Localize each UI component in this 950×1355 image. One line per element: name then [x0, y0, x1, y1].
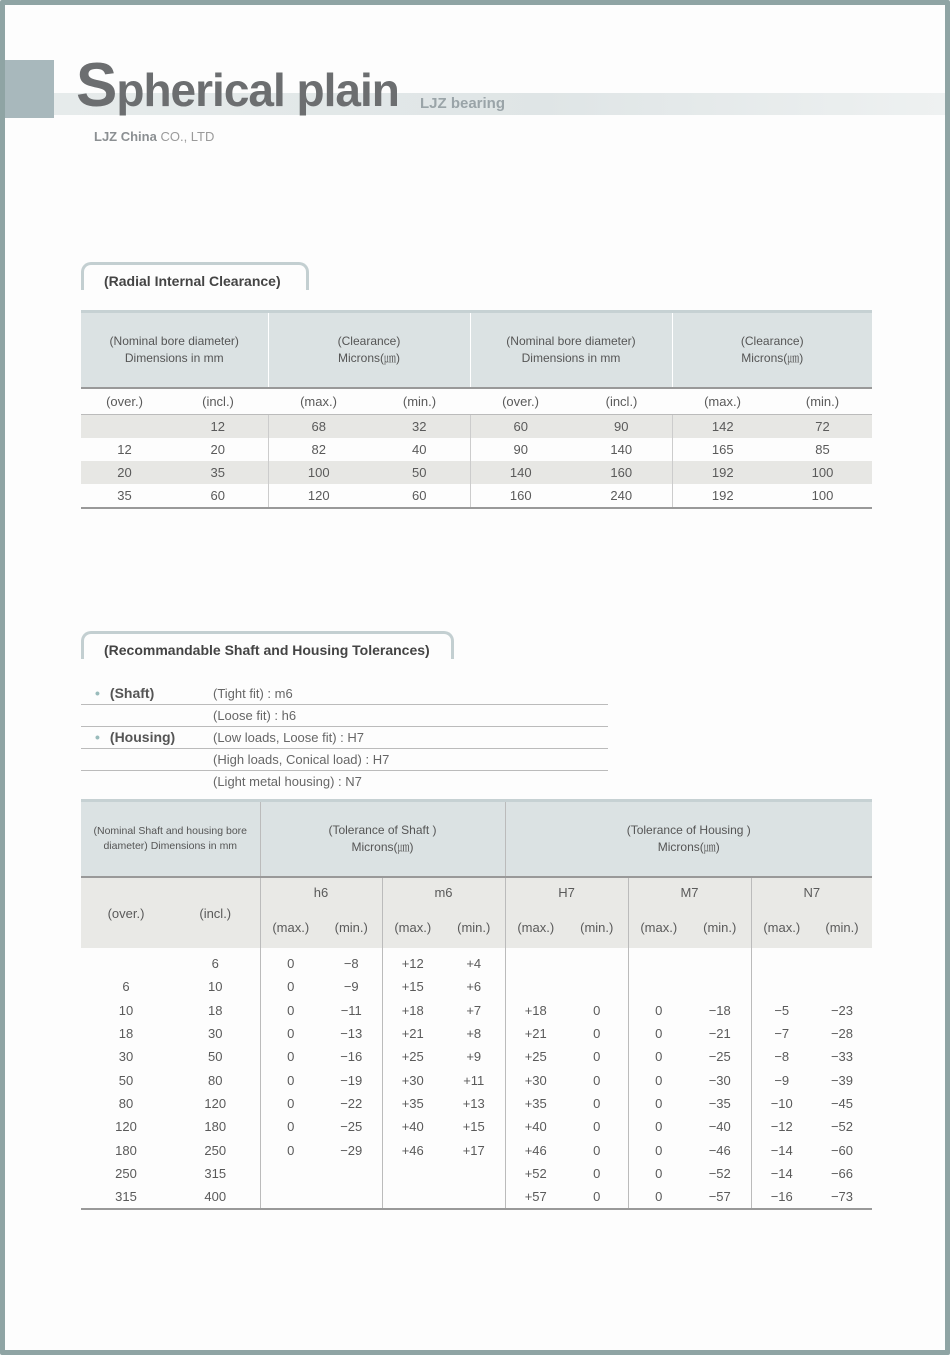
- table-cell: 250: [204, 1142, 227, 1158]
- fit-value: (High loads, Conical load) : H7: [213, 752, 390, 767]
- fit-value: (Loose fit) : h6: [213, 708, 297, 723]
- col-max: (max.): [382, 906, 443, 948]
- table-cell: 0: [260, 975, 321, 998]
- table-cell: 0: [260, 1115, 321, 1138]
- col-min: (min.): [812, 906, 872, 948]
- title-rest: pherical plain: [116, 64, 399, 116]
- table-cell: [81, 948, 171, 975]
- col-max: (max.): [260, 906, 321, 948]
- table-cell: 0: [628, 1138, 689, 1161]
- table-cell: [505, 948, 566, 975]
- col-incl: (incl.): [168, 388, 268, 415]
- table-cell: 6: [211, 956, 219, 972]
- table-cell: 0: [593, 1026, 601, 1042]
- table-cell: +13: [462, 1095, 485, 1111]
- table-cell: 0: [628, 1022, 689, 1045]
- table-row: [81, 1185, 872, 1209]
- table-cell: +8: [466, 1026, 482, 1042]
- page-subtitle: LJZ bearing: [420, 95, 506, 112]
- table-cell: +25: [382, 1045, 443, 1068]
- table-cell: 80: [118, 1095, 134, 1111]
- table-cell: [382, 1185, 443, 1209]
- col-min: (min.): [369, 388, 470, 415]
- table-cell: −52: [708, 1165, 731, 1181]
- table-row: [81, 1138, 872, 1161]
- tolerance-table: [81, 799, 872, 1210]
- table-cell: −19: [340, 1072, 363, 1088]
- table-cell: −57: [708, 1189, 731, 1205]
- table-cell: 0: [628, 1162, 689, 1185]
- company-name: [94, 129, 214, 144]
- table-cell: [689, 975, 751, 998]
- list-item: [81, 771, 608, 792]
- table-cell: +30: [382, 1068, 443, 1091]
- list-item: [81, 749, 608, 771]
- company-name-rest: CO., LTD: [156, 129, 215, 144]
- fit-value: (Tight fit) : m6: [213, 686, 293, 701]
- table-cell: −25: [708, 1049, 731, 1065]
- table-cell: +18: [382, 999, 443, 1022]
- col-max: (max.): [628, 906, 689, 948]
- table-cell: 0: [628, 1115, 689, 1138]
- table-cell: 18: [208, 1002, 223, 1018]
- table-header: [81, 801, 872, 878]
- fit-value: (Light metal housing) : N7: [213, 774, 362, 789]
- clearance-header: (Clearance) Microns(㎛): [672, 312, 872, 389]
- table-row: [81, 1115, 872, 1138]
- table-cell: +9: [466, 1049, 482, 1065]
- table-cell: 315: [204, 1165, 227, 1181]
- col-max: (max.): [751, 906, 812, 948]
- list-item: [81, 705, 608, 727]
- table-cell: −33: [830, 1049, 854, 1065]
- table-cell: 0: [628, 1045, 689, 1068]
- fit-list: [81, 683, 608, 792]
- class-N7: N7: [751, 877, 872, 906]
- section-title: (Recommandable Shaft and Housing Tolerances): [104, 642, 430, 658]
- col-incl: (incl.): [171, 877, 260, 948]
- table-cell: 0: [260, 1045, 321, 1068]
- col-over: (over.): [81, 877, 171, 948]
- table-cell: −12: [751, 1115, 812, 1138]
- col-min: (min.): [773, 388, 872, 415]
- list-item: [81, 727, 608, 749]
- table-cell: −39: [830, 1072, 854, 1088]
- table-cell: 10: [118, 1002, 134, 1018]
- table-cell: [566, 948, 628, 975]
- table-cell: [260, 1185, 321, 1209]
- table-cell: 0: [628, 999, 689, 1022]
- table-cell: [812, 975, 872, 998]
- table-cell: [382, 1162, 443, 1185]
- table-cell: 0: [260, 948, 321, 975]
- table-cell: [443, 1162, 505, 1185]
- table-cell: 0: [260, 1068, 321, 1091]
- table-cell: [628, 975, 689, 998]
- table-cell: −16: [751, 1185, 812, 1209]
- table-cell: −46: [708, 1142, 731, 1158]
- col-min: (min.): [566, 906, 628, 948]
- table-cell: [260, 1162, 321, 1185]
- table-cell: −5: [751, 999, 812, 1022]
- table-cell: +4: [466, 956, 482, 972]
- table-row: [81, 1045, 872, 1068]
- table-row: [81, 1092, 872, 1115]
- class-m6: m6: [382, 877, 505, 906]
- header-accent-block: [5, 60, 54, 118]
- table-cell: [689, 948, 751, 975]
- table-cell: 18: [118, 1026, 134, 1042]
- table-cell: 0: [593, 1049, 601, 1065]
- bore-header: (Nominal Shaft and housing bore diameter) Dimensions in mm: [81, 801, 260, 878]
- table-cell: −18: [708, 1002, 731, 1018]
- table-cell: 30: [118, 1049, 134, 1065]
- table-cell: −16: [340, 1049, 363, 1065]
- housing-tolerance-header: (Tolerance of Housing ) Microns(㎛): [505, 801, 872, 878]
- table-cell: −14: [751, 1162, 812, 1185]
- table-cell: −66: [830, 1165, 854, 1181]
- table-cell: 180: [115, 1142, 137, 1158]
- table-cell: 30: [208, 1026, 223, 1042]
- table-cell: +57: [505, 1185, 566, 1209]
- table-cell: +6: [466, 979, 482, 995]
- table-row: 35 60 120 60 160 240 192 100: [81, 484, 872, 508]
- table-header: [81, 312, 872, 389]
- table-cell: 0: [593, 1142, 601, 1158]
- table-row: [81, 1022, 872, 1045]
- table-cell: [812, 948, 872, 975]
- table-cell: −9: [343, 979, 359, 995]
- table-cell: −14: [751, 1138, 812, 1161]
- table-cell: 400: [204, 1189, 227, 1205]
- table-cell: [628, 948, 689, 975]
- table-cell: 10: [208, 979, 223, 995]
- list-item: [81, 683, 608, 705]
- table-cell: +11: [463, 1072, 485, 1088]
- col-incl: (incl.): [571, 388, 672, 415]
- shaft-tolerance-header: (Tolerance of Shaft ) Microns(㎛): [260, 801, 505, 878]
- table-cell: +18: [505, 999, 566, 1022]
- col-min: (min.): [321, 906, 382, 948]
- col-over: (over.): [81, 388, 168, 415]
- table-cell: +7: [466, 1002, 482, 1018]
- table-cell: +17: [462, 1142, 485, 1158]
- title-initial: S: [76, 51, 117, 120]
- section-tab-tolerances: [81, 631, 454, 659]
- table-cell: 50: [208, 1049, 223, 1065]
- table-cell: 0: [593, 1189, 601, 1205]
- page-title: [76, 50, 399, 121]
- bore-header: (Nominal bore diameter) Dimensions in mm: [81, 312, 268, 389]
- table-cell: [443, 1185, 505, 1209]
- table-cell: +52: [505, 1162, 566, 1185]
- section-tab-radial-clearance: [81, 262, 309, 290]
- table-cell: +12: [382, 948, 443, 975]
- col-max: (max.): [505, 906, 566, 948]
- table-cell: 120: [115, 1119, 137, 1135]
- table-cell: 0: [593, 1119, 601, 1135]
- fit-category: • (Shaft): [95, 685, 155, 701]
- table-cell: 250: [115, 1165, 137, 1181]
- table-cell: −40: [708, 1119, 731, 1135]
- table-cell: 0: [260, 1022, 321, 1045]
- table-row: [81, 1068, 872, 1091]
- table-cell: 0: [593, 1095, 601, 1111]
- bore-header: (Nominal bore diameter) Dimensions in mm: [470, 312, 672, 389]
- table-cell: +21: [382, 1022, 443, 1045]
- table-row: 20 35 100 50 140 160 192 100: [81, 461, 872, 484]
- table-cell: +46: [382, 1138, 443, 1161]
- table-cell: +21: [505, 1022, 566, 1045]
- radial-clearance-table: [81, 310, 872, 509]
- table-cell: −52: [830, 1119, 854, 1135]
- table-row: [81, 948, 872, 975]
- col-max: (max.): [672, 388, 773, 415]
- table-cell: 0: [260, 999, 321, 1022]
- table-row: [81, 1162, 872, 1185]
- table-cell: +46: [505, 1138, 566, 1161]
- table-cell: −21: [708, 1026, 731, 1042]
- class-h6: h6: [260, 877, 382, 906]
- table-row: [81, 975, 872, 998]
- table-cell: −29: [340, 1142, 363, 1158]
- table-cell: 315: [115, 1189, 137, 1205]
- table-cell: +40: [382, 1115, 443, 1138]
- table-cell: +25: [505, 1045, 566, 1068]
- table-cell: 0: [260, 1138, 321, 1161]
- class-H7: H7: [505, 877, 628, 906]
- table-row: 12 68 32 60 90 142 72: [81, 415, 872, 439]
- class-header-row: [81, 877, 872, 906]
- class-M7: M7: [628, 877, 751, 906]
- table-cell: 0: [628, 1185, 689, 1209]
- col-max: (max.): [268, 388, 369, 415]
- table-cell: −9: [751, 1068, 812, 1091]
- table-cell: +30: [505, 1068, 566, 1091]
- table-cell: −7: [751, 1022, 812, 1045]
- table-cell: +15: [382, 975, 443, 998]
- table-cell: 0: [593, 1002, 601, 1018]
- table-cell: −28: [830, 1026, 854, 1042]
- section-title: (Radial Internal Clearance): [104, 273, 281, 289]
- table-cell: +35: [382, 1092, 443, 1115]
- table-cell: +35: [505, 1092, 566, 1115]
- table-cell: 180: [204, 1119, 227, 1135]
- table-cell: 0: [260, 1092, 321, 1115]
- table-cell: 0: [593, 1165, 601, 1181]
- table-cell: −73: [830, 1189, 854, 1205]
- table-cell: −60: [830, 1142, 854, 1158]
- table-cell: 50: [118, 1072, 134, 1088]
- table-cell: [751, 948, 812, 975]
- table-cell: [321, 1185, 382, 1209]
- fit-value: (Low loads, Loose fit) : H7: [213, 730, 365, 745]
- table-cell: 0: [628, 1068, 689, 1091]
- col-min: (min.): [443, 906, 505, 948]
- table-cell: 0: [593, 1072, 601, 1088]
- table-cell: −22: [340, 1095, 363, 1111]
- company-name-bold: LJZ China: [94, 129, 157, 144]
- tolerance-table-body: [81, 948, 872, 1209]
- clearance-header: (Clearance) Microns(㎛): [268, 312, 470, 389]
- col-min: (min.): [689, 906, 751, 948]
- table-cell: 6: [122, 979, 130, 995]
- table-cell: −10: [751, 1092, 812, 1115]
- table-cell: [321, 1162, 382, 1185]
- table-cell: −8: [343, 956, 359, 972]
- table-row: 12 20 82 40 90 140 165 85: [81, 438, 872, 461]
- col-over: (over.): [470, 388, 571, 415]
- table-cell: −23: [830, 1002, 854, 1018]
- table-cell: 120: [204, 1095, 227, 1111]
- table-cell: +15: [462, 1119, 485, 1135]
- table-cell: +40: [505, 1115, 566, 1138]
- table-cell: 0: [628, 1092, 689, 1115]
- table-cell: −35: [708, 1095, 731, 1111]
- table-row: [81, 999, 872, 1022]
- table-cell: −13: [340, 1026, 363, 1042]
- table-cell: −11: [340, 1002, 362, 1018]
- table-cell: −45: [830, 1095, 854, 1111]
- table-cell: [505, 975, 566, 998]
- table-cell: −8: [751, 1045, 812, 1068]
- table-cell: −30: [708, 1072, 731, 1088]
- fit-category: • (Housing): [95, 729, 176, 745]
- table-cell: 80: [208, 1072, 223, 1088]
- table-cell: [566, 975, 628, 998]
- table-subheader: [81, 388, 872, 415]
- table-cell: −25: [340, 1119, 363, 1135]
- table-cell: [751, 975, 812, 998]
